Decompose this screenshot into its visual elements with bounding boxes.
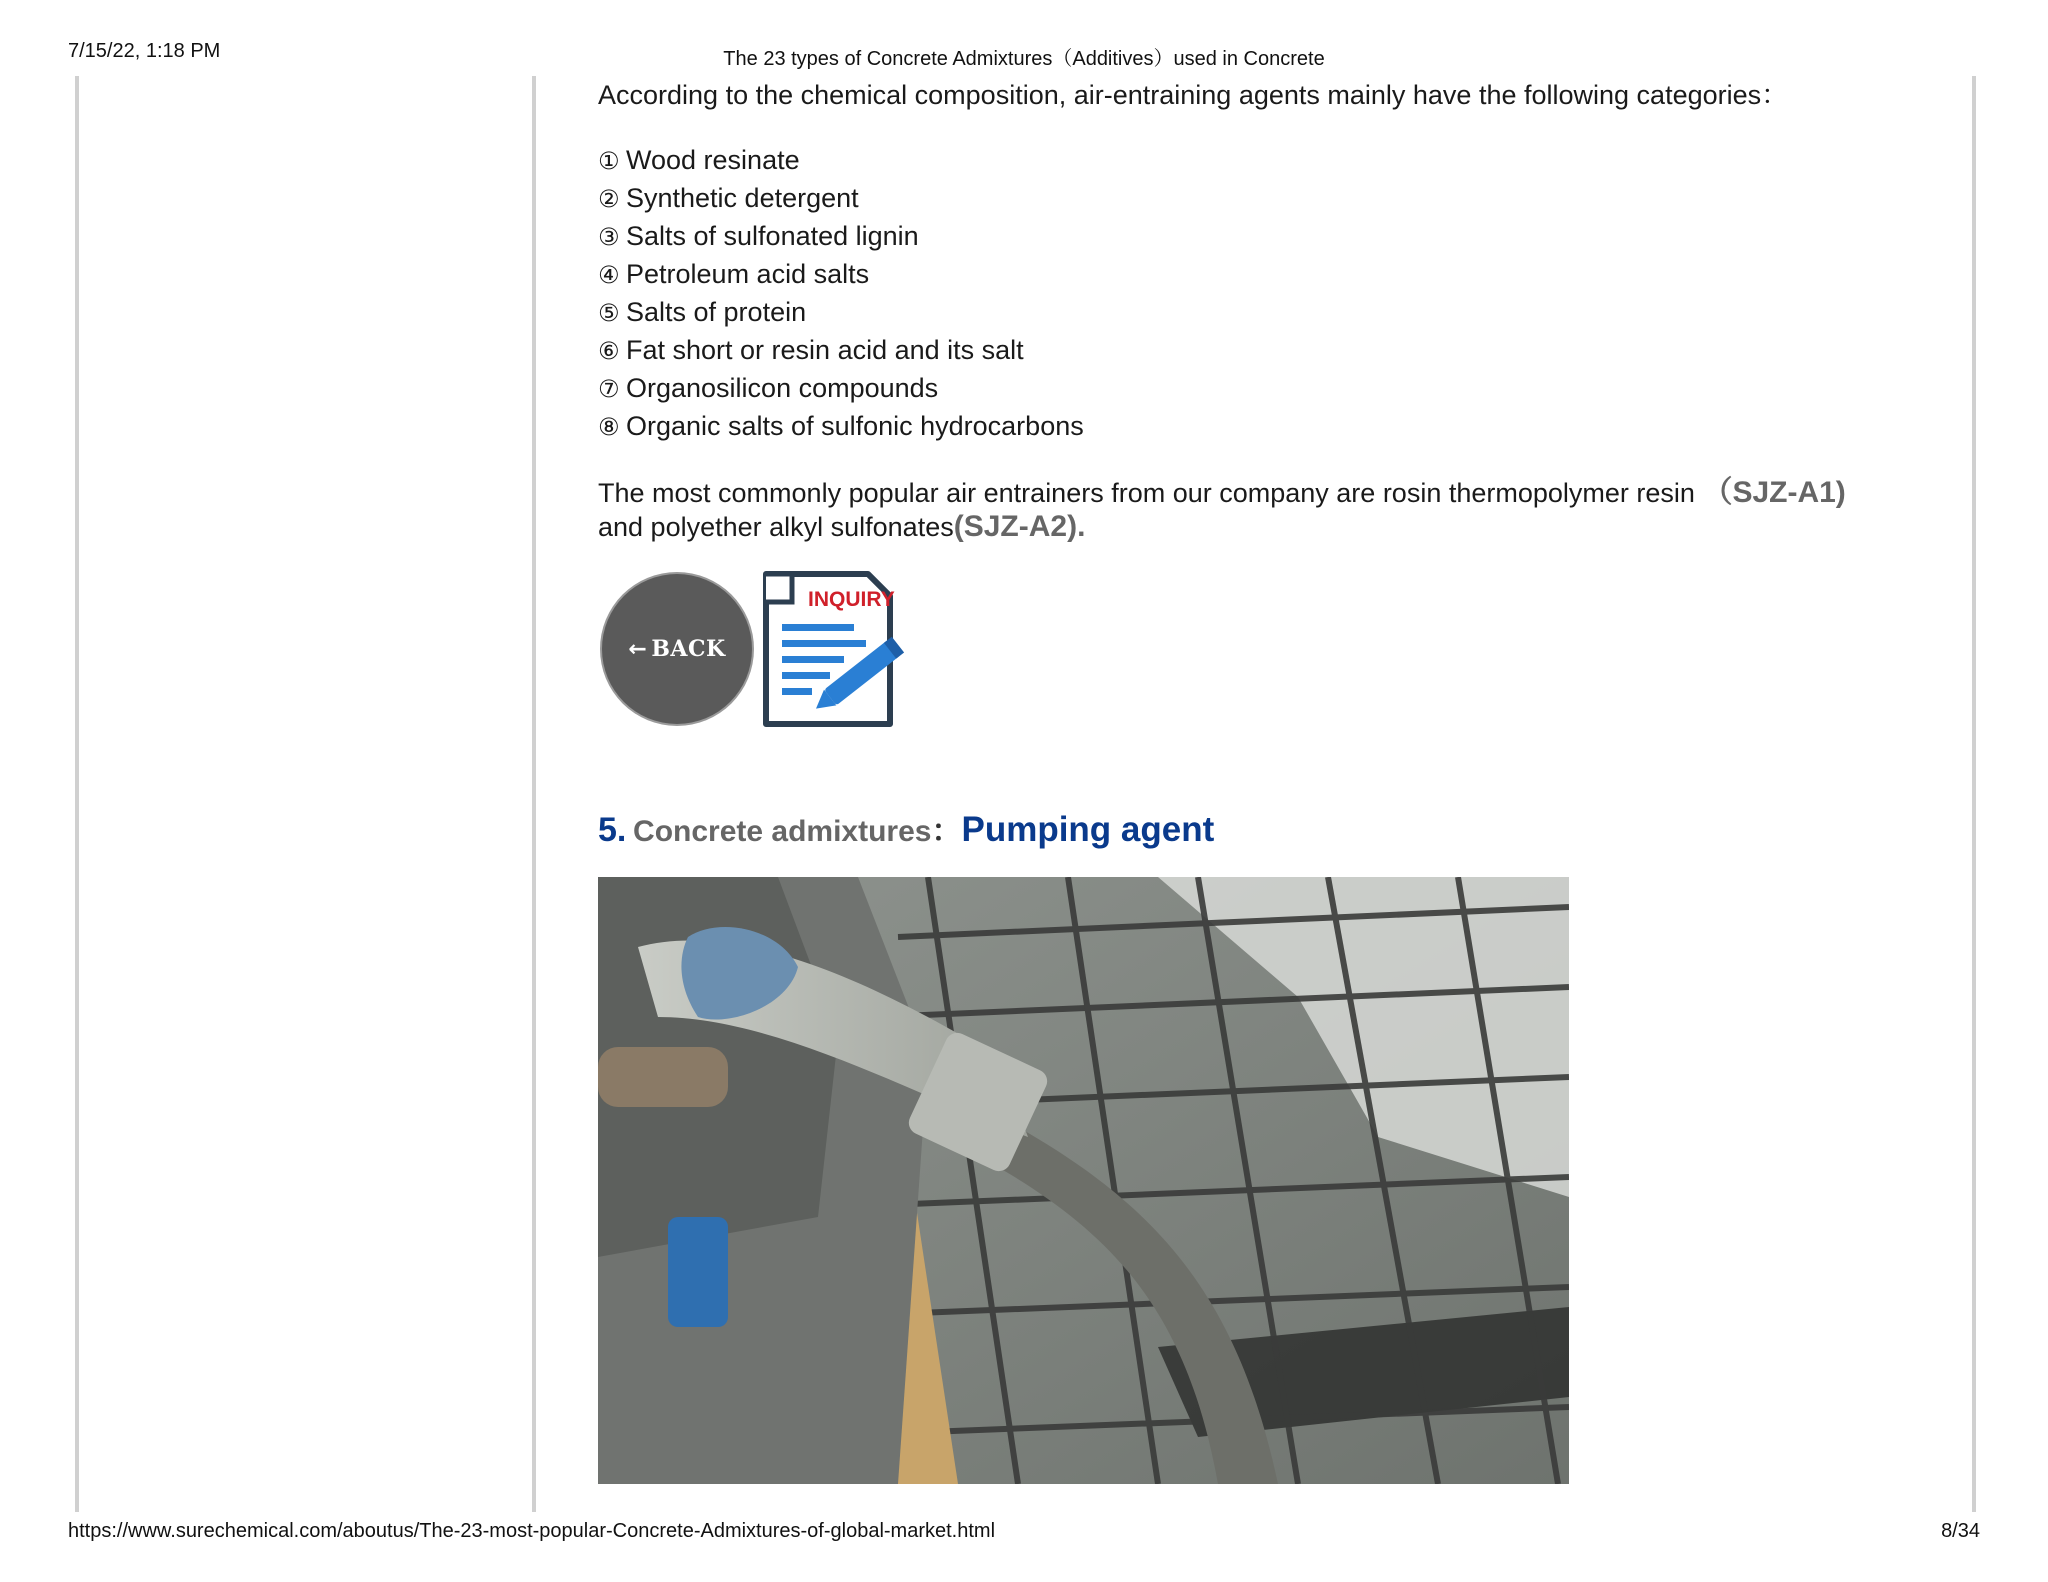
list-item-text: Salts of protein bbox=[626, 297, 807, 327]
left-border-rule bbox=[75, 76, 79, 1512]
popular-products-paragraph bbox=[598, 476, 1888, 544]
list-item bbox=[598, 142, 1938, 180]
popular-text-part1: The most commonly popular air entrainers from our company are rosin thermopolymer resin bbox=[598, 478, 1695, 508]
article-content bbox=[598, 78, 1938, 730]
concrete-pumping-photo bbox=[598, 877, 1569, 1484]
section-heading bbox=[598, 806, 1214, 850]
list-item-text: Synthetic detergent bbox=[626, 183, 859, 213]
sidebar-divider-rule bbox=[532, 76, 536, 1512]
intro-paragraph: According to the chemical composition, air-entraining agents mainly have the following categories： bbox=[598, 80, 1789, 110]
print-datetime: 7/15/22, 1:18 PM bbox=[68, 40, 221, 62]
action-buttons bbox=[598, 568, 1938, 730]
section-colon: ： bbox=[931, 815, 962, 848]
list-item-text: Salts of sulfonated lignin bbox=[626, 221, 919, 251]
list-item-number: ⑧ bbox=[598, 413, 620, 441]
list-item-text: Fat short or resin acid and its salt bbox=[626, 335, 1024, 365]
list-item-number: ⑤ bbox=[598, 299, 620, 327]
list-item-number: ⑦ bbox=[598, 375, 620, 403]
right-border-rule bbox=[1972, 76, 1976, 1512]
section-number: 5. bbox=[598, 811, 627, 849]
list-item bbox=[598, 218, 1938, 256]
list-item bbox=[598, 332, 1938, 370]
list-item-text: Organosilicon compounds bbox=[626, 373, 939, 403]
list-item bbox=[598, 370, 1938, 408]
list-item-text: Wood resinate bbox=[626, 145, 800, 175]
print-source-url: https://www.surechemical.com/aboutus/The-23-most-popular-Concrete-Admixtures-of-global-market.html bbox=[68, 1520, 996, 1542]
concrete-pumping-photo-illustration bbox=[598, 877, 1569, 1484]
categories-list bbox=[598, 142, 1938, 446]
list-item-number: ⑥ bbox=[598, 337, 620, 365]
list-item bbox=[598, 180, 1938, 218]
product-code-sjz-a1: （SJZ-A1) bbox=[1702, 476, 1846, 509]
product-code-sjz-a2: (SJZ-A2). bbox=[953, 510, 1086, 543]
section-name: Pumping agent bbox=[961, 810, 1215, 849]
back-button-label: BACK bbox=[651, 636, 726, 662]
list-item bbox=[598, 294, 1938, 332]
list-item-number: ② bbox=[598, 185, 620, 213]
left-arrow-icon: ← bbox=[628, 636, 648, 662]
inquiry-button[interactable] bbox=[758, 568, 918, 730]
list-item bbox=[598, 408, 1938, 446]
back-button[interactable] bbox=[602, 574, 752, 724]
list-item-number: ③ bbox=[598, 223, 620, 251]
print-page-title: The 23 types of Concrete Admixtures（Additives）used in Concrete bbox=[723, 48, 1325, 70]
section-label: Concrete admixtures bbox=[633, 815, 932, 848]
print-page-number: 8/34 bbox=[1941, 1520, 1980, 1542]
inquiry-button-label: INQUIRY bbox=[808, 588, 895, 611]
list-item-number: ④ bbox=[598, 261, 620, 289]
list-item-text: Petroleum acid salts bbox=[626, 259, 870, 289]
list-item-number: ① bbox=[598, 147, 620, 175]
popular-text-part2: and polyether alkyl sulfonates bbox=[598, 512, 954, 542]
list-item-text: Organic salts of sulfonic hydrocarbons bbox=[626, 411, 1084, 441]
document-pen-icon bbox=[758, 568, 918, 730]
list-item bbox=[598, 256, 1938, 294]
